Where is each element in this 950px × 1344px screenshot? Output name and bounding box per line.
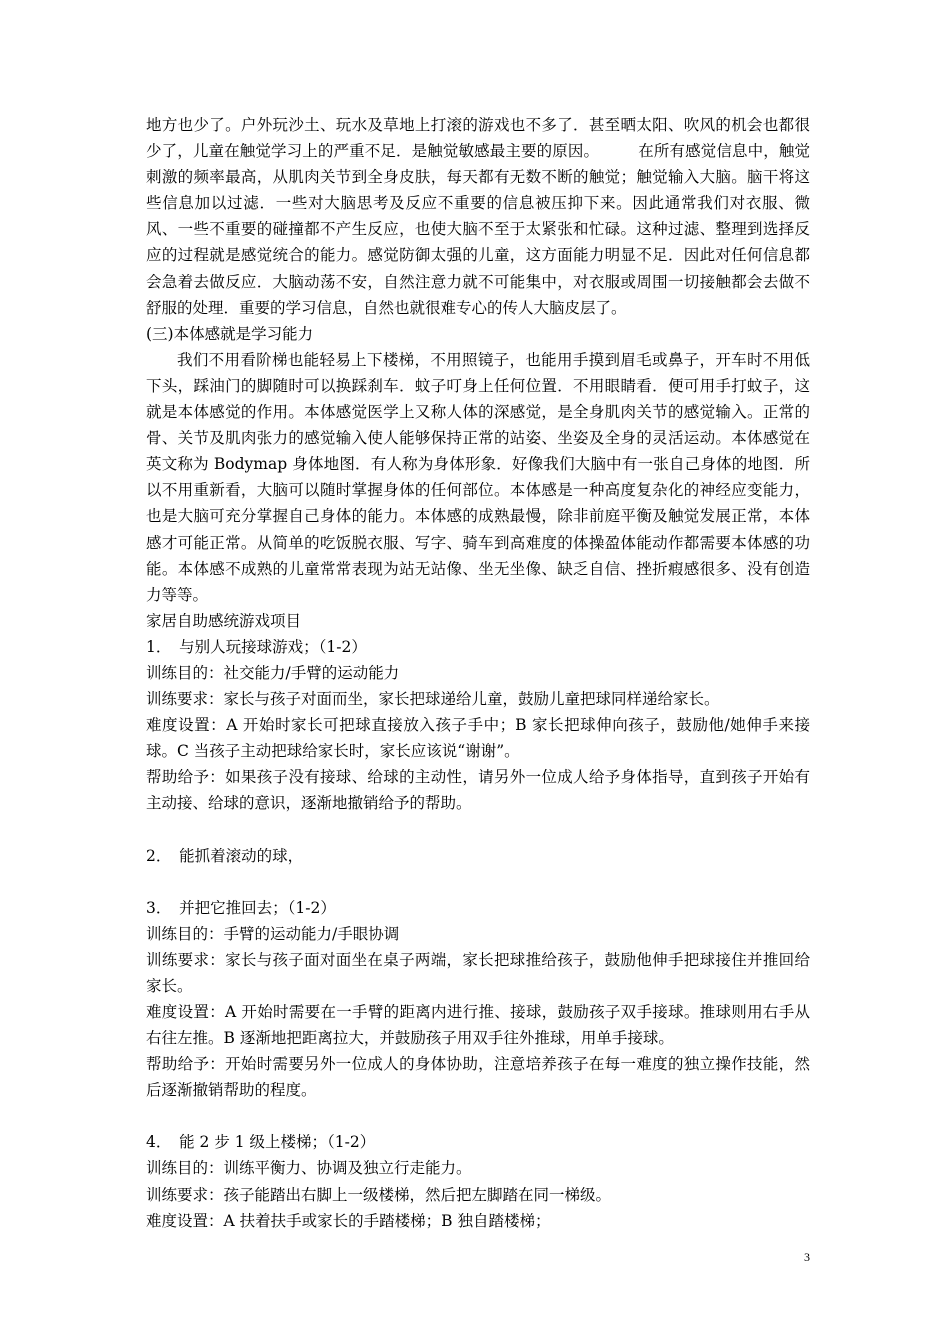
item-4-title: 4． 能 2 步 1 级上楼梯；（1-2） — [146, 1133, 376, 1152]
item-3-title: 3． 并把它推回去；（1-2） — [146, 898, 336, 917]
item-4-requirement: 训练要求：孩子能踏出右脚上一级楼梯，然后把左脚踏在同一梯级。 — [146, 1185, 612, 1204]
paragraph-tactile: 地方也少了。户外玩沙土、玩水及草地上打滚的游戏也不多了．甚至晒太阳、吹风的机会也都很少了，儿童在触觉学习上的严重不足．是触觉敏感最主要的原因。 在所有感觉信息中，触觉刺激的频率最高，从肌肉关节到全身皮肤，每天都有无数不断的触觉；触觉输入大脑。脑干将这些信息加以过滤．一些对大脑思考及反应不重要的信息被压抑下来。因此通常我们对衣服、微风、一些不重要的碰撞都不产生反应，也使大脑不至于太紧张和忙碌。这种过滤、整理到选择反应的过程就是感觉统合的能力。感觉防御太强的儿童，这方面能力明显不足．因此对任何信息都会急着去做反应．大脑动荡不安，自然注意力就不可能集中，对衣服或周围一切接触都会去做不舒服的处理．重要的学习信息，自然也就很难专心的传人大脑皮层了。 — [146, 116, 810, 317]
section-heading-proprioception: (三)本体感就是学习能力 — [146, 324, 314, 343]
item-1-goal: 训练目的：社交能力/手臂的运动能力 — [146, 663, 400, 682]
item-3-goal: 训练目的：手臂的运动能力/手眼协调 — [146, 924, 400, 943]
item-4-difficulty: 难度设置：A 扶着扶手或家长的手踏楼梯；B 独自踏楼梯； — [146, 1211, 551, 1230]
section-heading-home-games: 家居自助感统游戏项目 — [146, 611, 302, 630]
page-number: 3 — [804, 1250, 810, 1264]
spacer — [146, 1103, 810, 1129]
item-1-title: 1． 与别人玩接球游戏；（1-2） — [146, 637, 367, 656]
item-3-help: 帮助给予：开始时需要另外一位成人的身体协助，注意培养孩子在每一难度的独立操作技能，然后逐渐撤销帮助的程度。 — [146, 1055, 810, 1100]
spacer — [146, 817, 810, 843]
paragraph-proprioception: 我们不用看阶梯也能轻易上下楼梯，不用照镜子，也能用手摸到眉毛或鼻子，开车时不用低下头，踩油门的脚随时可以换踩刹车．蚊子叮身上任何位置．不用眼睛看．便可用手打蚊子，这就是本体感觉的作用。本体感觉医学上又称人体的深感觉，是全身肌肉关节的感觉输入。正常的骨、关节及肌肉张力的感觉输入使人能够保持正常的站姿、坐姿及全身的灵活运动。本体感觉在英文称为 Bodymap 身体地图．有人称为身体形象．好像我们大脑中有一张自己身体的地图．所以不用重新看，大脑可以随时掌握身体的任何部位。本体感是一种高度复杂化的神经应变能力，也是大脑可充分掌握自己身体的能力。本体感的成熟最慢，除非前庭平衡及触觉发展正常，本体感才可能正常。从简单的吃饭脱衣服、写字、骑车到高难度的体操盈体能动作都需要本体感的功能。本体感不成熟的儿童常常表现为站无站像、坐无坐像、缺乏自信、挫折瘕感很多、没有创造力等等。 — [146, 350, 810, 604]
item-4-goal: 训练目的：训练平衡力、协调及独立行走能力。 — [146, 1159, 472, 1178]
item-3-difficulty: 难度设置：A 开始时需要在一手臂的距离内进行推、接球，鼓励孩子双手接球。推球则用右手从右往左推。B 逐渐地把距离拉大，并鼓励孩子用双手往外推球，用单手接球。 — [146, 1003, 810, 1048]
item-1-difficulty: 难度设置：A 开始时家长可把球直接放入孩子手中；B 家长把球伸向孩子，鼓励他/她伸手来接球。C 当孩子主动把球给家长时，家长应该说“谢谢”。 — [146, 716, 810, 761]
item-2-title: 2． 能抓着滚动的球， — [146, 846, 304, 865]
item-1-requirement: 训练要求：家长与孩子对面而坐，家长把球递给儿童，鼓励儿童把球同样递给家长。 — [146, 690, 720, 709]
item-3-requirement: 训练要求：家长与孩子面对面坐在桌子两端，家长把球推给孩子，鼓励他伸手把球接住并推回给家长。 — [146, 950, 810, 995]
document-body — [146, 112, 810, 1234]
item-1-help: 帮助给予：如果孩子没有接球、给球的主动性，请另外一位成人给予身体指导，直到孩子开始有主动接、给球的意识，逐渐地撤销给予的帮助。 — [146, 768, 810, 813]
spacer — [146, 869, 810, 895]
